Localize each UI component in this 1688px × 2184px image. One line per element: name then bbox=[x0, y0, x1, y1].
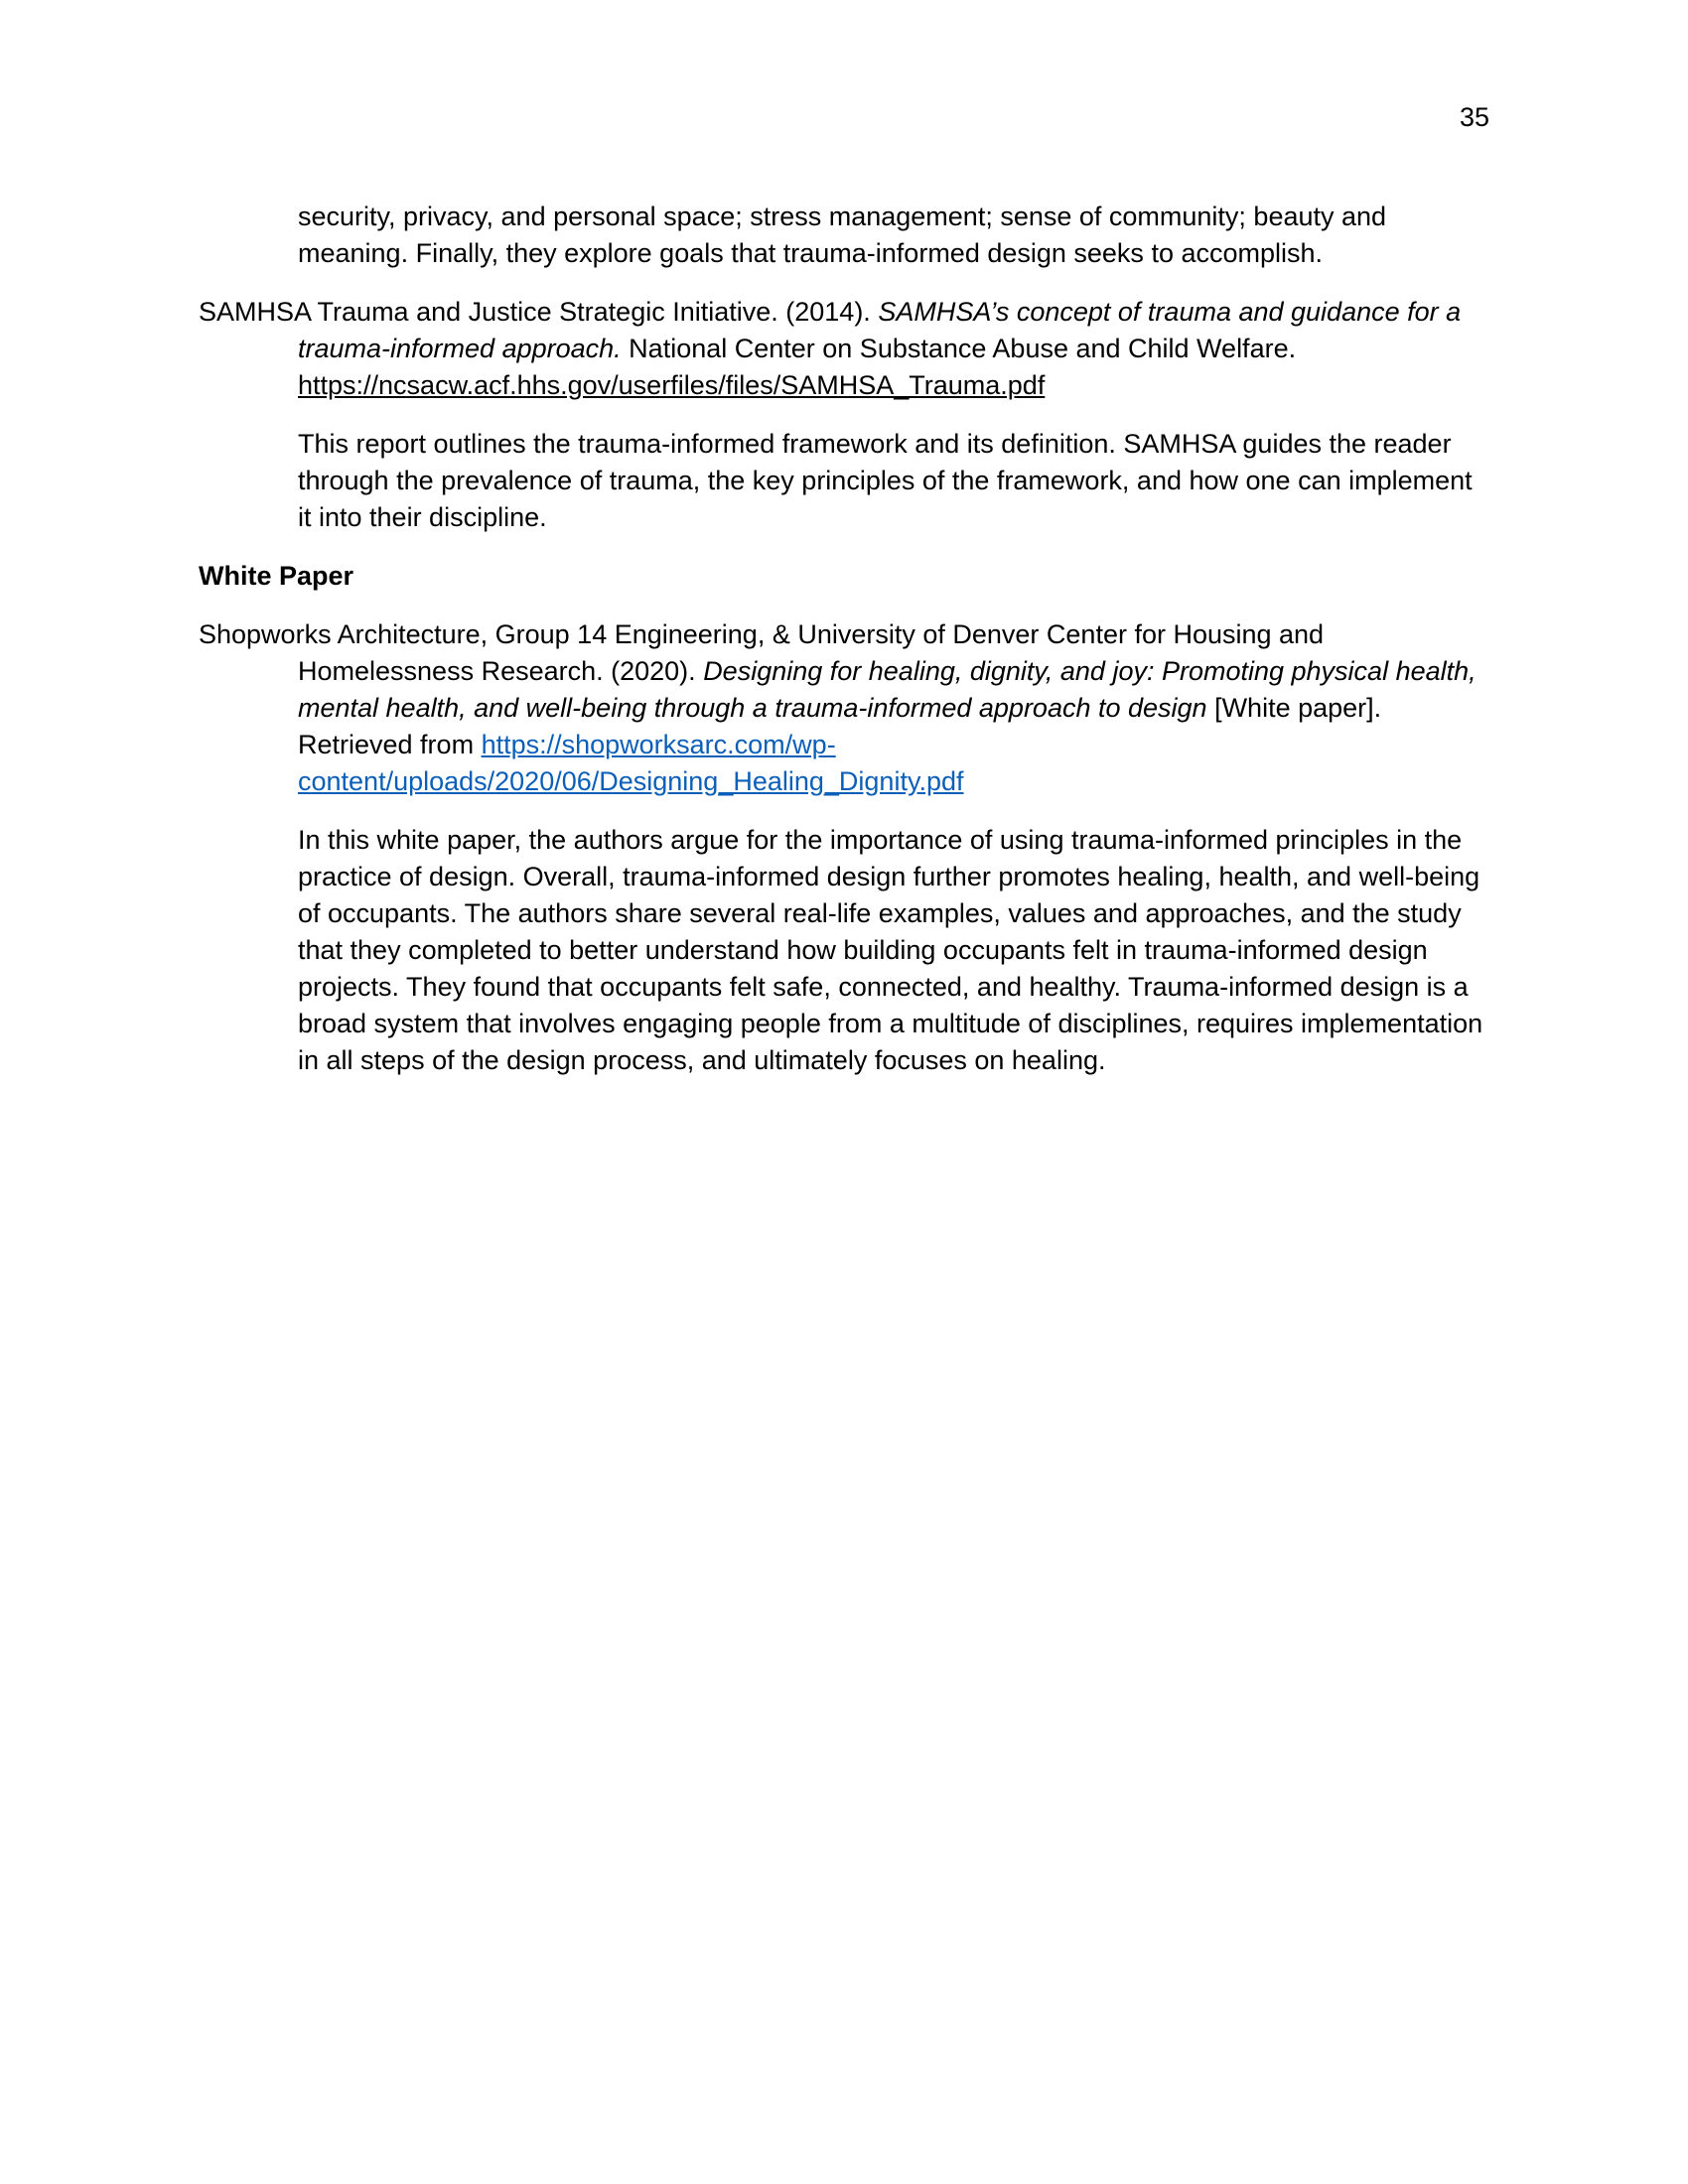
shopworks-url-link[interactable]: https://shopworksarc.com/wp-content/uploads/2020/06/Designing_Healing_Dignity.pdf bbox=[298, 730, 964, 796]
samhsa-url: https://ncsacw.acf.hhs.gov/userfiles/files/SAMHSA_Trauma.pdf bbox=[298, 370, 1046, 400]
samhsa-author-year: SAMHSA Trauma and Justice Strategic Initiative. (2014). bbox=[199, 297, 879, 327]
samhsa-annotation: This report outlines the trauma-informed framework and its definition. SAMHSA guides the reader through the prevalence of trauma, the key principles of the framework, and how one can implement it into their discipline. bbox=[298, 429, 1473, 532]
samhsa-publisher: National Center on Substance Abuse and Child Welfare. bbox=[621, 334, 1297, 363]
samhsa-title: SAMHSA’s concept of trauma and guidance for a trauma-informed approach. bbox=[298, 297, 1462, 363]
shopworks-author-year: Shopworks Architecture, Group 14 Engineering, & University of Denver Center for Housing and Homelessness Research. (2020). bbox=[199, 619, 1325, 686]
shopworks-descriptor: [White paper]. Retrieved from bbox=[298, 693, 1382, 759]
samhsa-reference bbox=[199, 294, 1489, 404]
page-number: 35 bbox=[1459, 102, 1489, 132]
section-heading-white-paper: White Paper bbox=[199, 561, 354, 591]
shopworks-reference bbox=[199, 616, 1489, 800]
document-body bbox=[199, 199, 1489, 1079]
shopworks-title: Designing for healing, dignity, and joy: Promoting physical health, mental health, and well-being through a trauma-informed approach to design bbox=[298, 656, 1477, 723]
shopworks-annotation: In this white paper, the authors argue for the importance of using trauma-informed principles in the practice of design. Overall, trauma-informed design further promotes healing, health, and well-being of occupants. The authors share several real-life examples, values and approaches, and the study that they completed to better understand how building occupants felt in trauma-informed design projects. They found that occupants felt safe, connected, and healthy. Trauma-informed design is a broad system that involves engaging people from a multitude of disciplines, requires implementation in all steps of the design process, and ultimately focuses on healing. bbox=[298, 825, 1483, 1075]
intro-annotation: security, privacy, and personal space; stress management; sense of community; beauty and meaning. Finally, they explore goals that trauma-informed design seeks to accomplish. bbox=[298, 202, 1387, 268]
